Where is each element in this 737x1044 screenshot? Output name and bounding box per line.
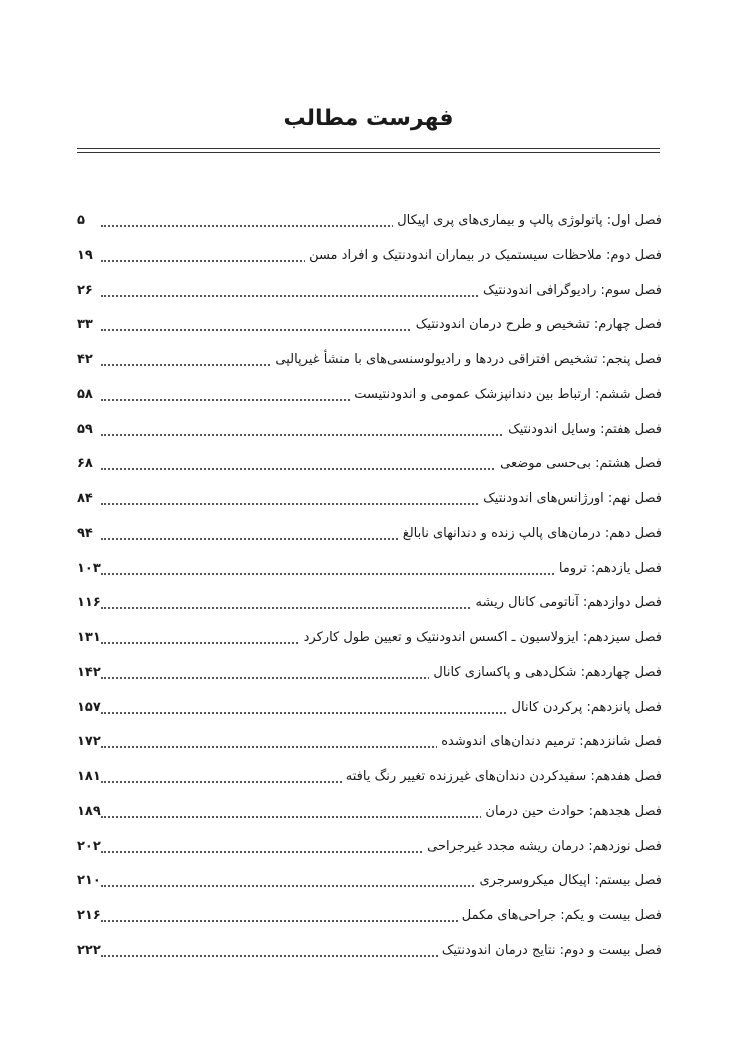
toc-entry[interactable] [77, 764, 662, 799]
page-title: فهرست مطالب [283, 106, 454, 131]
toc-entry[interactable] [77, 556, 662, 591]
toc-page-number: ۵۹ [77, 420, 101, 440]
toc-page-number: ۱۰۳ [77, 559, 101, 579]
toc-page-number: ۱۳۱ [77, 628, 101, 648]
toc-entry[interactable] [77, 903, 662, 938]
toc-entry-title: فصل بیست و دوم: نتایج درمان اندودنتیک [438, 941, 662, 961]
toc-entry[interactable] [77, 834, 662, 869]
toc-entry[interactable] [77, 347, 662, 382]
toc-page-number: ۱۹ [77, 246, 101, 266]
toc-entry-title: فصل پانزدهم: پرکردن کانال [508, 698, 662, 718]
toc-page-number: ۶۸ [77, 454, 101, 474]
toc-entry[interactable] [77, 625, 662, 660]
title-divider-top [77, 148, 660, 149]
toc-entry[interactable] [77, 938, 662, 973]
toc-entry-title: فصل بیستم: اپیکال میکروسرجری [475, 871, 662, 891]
toc-entry[interactable] [77, 417, 662, 452]
toc-entry-title: فصل نوزدهم: درمان ریشه مجدد غیرجراحی [423, 837, 662, 857]
toc-entry[interactable] [77, 486, 662, 521]
toc-page-number: ۸۴ [77, 489, 101, 509]
toc-entry-title: فصل دوازدهم: آناتومی کانال ریشه [472, 593, 662, 613]
toc-entry-title: فصل ششم: ارتباط بین دندانپزشک عمومی و اندودنتیست [350, 385, 662, 405]
toc-entry[interactable] [77, 729, 662, 764]
toc-entry-title: فصل پنجم: تشخیص افتراقی دردها و رادیولوسنسی‌های با منشأ غیرپالپی [271, 350, 662, 370]
toc-entry[interactable] [77, 278, 662, 313]
toc-entry-title: فصل دهم: درمان‌های پالپ زنده و دندانهای نابالغ [399, 524, 662, 544]
toc-entry[interactable] [77, 243, 662, 278]
toc-entry-title: فصل شانزدهم: ترمیم دندان‌های اندوشده [437, 732, 662, 752]
toc-entry[interactable] [77, 695, 662, 730]
toc-entry-title: فصل چهارم: تشخیص و طرح درمان اندودنتیک [412, 315, 662, 335]
toc-entry[interactable] [77, 590, 662, 625]
toc-entry-title: فصل دوم: ملاحظات سیستمیک در بیماران اندودنتیک و افراد مسن [305, 246, 662, 266]
toc-page-number: ۱۷۲ [77, 732, 101, 752]
toc-entry-title: فصل هفدهم: سفیدکردن دندان‌های غیرزنده تغییر رنگ یافته [342, 767, 662, 787]
toc-entry-title: فصل بیست و یکم: جراحی‌های مکمل [458, 906, 662, 926]
toc-entry-title: فصل نهم: اورژانس‌های اندودنتیک [479, 489, 662, 509]
toc-page-number: ۲۶ [77, 281, 101, 301]
toc-page-number: ۵ [77, 211, 101, 231]
toc-entry[interactable] [77, 312, 662, 347]
toc-page-number: ۳۳ [77, 315, 101, 335]
toc-page-number: ۲۲۲ [77, 941, 101, 961]
toc-entry-title: فصل هفتم: وسایل اندودنتیک [504, 420, 662, 440]
toc-entry[interactable] [77, 208, 662, 243]
toc-page-number: ۲۰۲ [77, 837, 101, 857]
toc-page-number: ۴۲ [77, 350, 101, 370]
table-of-contents [77, 208, 662, 973]
toc-entry-title: فصل سیزدهم: ایزولاسیون ـ اکسس اندودنتیک و تعیین طول کارکرد [300, 628, 662, 648]
toc-entry[interactable] [77, 382, 662, 417]
toc-entry[interactable] [77, 799, 662, 834]
toc-page-number: ۱۸۱ [77, 767, 101, 787]
toc-entry-title: فصل یازدهم: تروما [555, 559, 662, 579]
toc-entry-title: فصل اول: پاتولوژی پالپ و بیماری‌های پری اپیکال [393, 211, 662, 231]
toc-entry-title: فصل سوم: رادیوگرافی اندودنتیک [479, 281, 662, 301]
toc-entry[interactable] [77, 868, 662, 903]
toc-page-number: ۱۵۷ [77, 698, 101, 718]
toc-entry-title: فصل هجدهم: حوادث حین درمان [481, 802, 662, 822]
toc-entry[interactable] [77, 451, 662, 486]
toc-page-number: ۹۴ [77, 524, 101, 544]
toc-entry[interactable] [77, 660, 662, 695]
toc-page-number: ۱۸۹ [77, 802, 101, 822]
toc-entry-title: فصل هشتم: بی‌حسی موضعی [496, 454, 662, 474]
toc-page-number: ۲۱۰ [77, 871, 101, 891]
toc-entry[interactable] [77, 521, 662, 556]
toc-entry-title: فصل چهاردهم: شکل‌دهی و پاکسازی کانال [429, 663, 662, 683]
toc-page-number: ۲۱۶ [77, 906, 101, 926]
toc-page-number: ۱۱۶ [77, 593, 101, 613]
toc-page-number: ۱۴۲ [77, 663, 101, 683]
toc-page-number: ۵۸ [77, 385, 101, 405]
title-divider-bottom [77, 152, 660, 153]
